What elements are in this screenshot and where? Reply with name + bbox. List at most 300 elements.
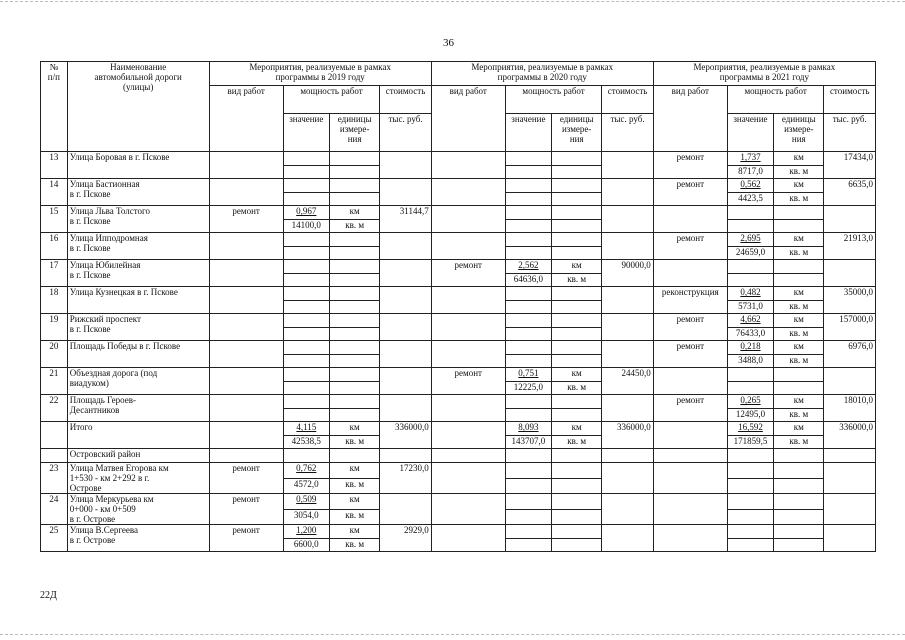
area-unit-cell: [329, 409, 379, 422]
area-value-cell: [505, 301, 551, 314]
cost-cell: [380, 395, 431, 422]
area-unit-cell: [552, 193, 602, 206]
length-value-cell: 4,662: [727, 314, 773, 328]
header-cost-2019: стоимость: [380, 86, 431, 114]
work-type-cell: [209, 368, 283, 395]
length-value-cell: [505, 494, 551, 510]
length-unit-cell: км: [774, 395, 824, 409]
work-type-cell: [653, 494, 727, 525]
road-name: Улица Матвея Егорова км 1+530 - км 2+292 в г. Острове: [67, 463, 209, 494]
length-value-cell: 1,737: [727, 152, 773, 166]
area-value-cell: [283, 274, 329, 287]
area-value-cell: [505, 193, 551, 206]
length-value-cell: 1,200: [283, 525, 329, 539]
area-value-cell: [283, 409, 329, 422]
cost-cell: [602, 179, 653, 206]
length-value-cell: [505, 463, 551, 479]
table-row: [41, 525, 876, 539]
table-row: [41, 422, 876, 436]
area-unit-cell: кв. м: [774, 166, 824, 179]
length-value-cell: 0,509: [283, 494, 329, 510]
work-type-cell: [431, 341, 505, 368]
area-value-cell: 14100,0: [283, 220, 329, 233]
cost-cell: 6976,0: [824, 341, 876, 368]
cost-cell: [824, 260, 876, 287]
area-value-cell: 42538,5: [283, 436, 329, 449]
road-name: Итого: [67, 422, 209, 449]
cost-cell: [602, 233, 653, 260]
work-type-cell: ремонт: [653, 152, 727, 179]
length-value-cell: [283, 314, 329, 328]
area-unit-cell: кв. м: [774, 409, 824, 422]
row-num: 19: [41, 314, 68, 341]
table-row: [41, 152, 876, 166]
road-name: Улица Боровая в г. Пскове: [67, 152, 209, 179]
area-value-cell: [283, 382, 329, 395]
area-value-cell: [283, 328, 329, 341]
page-number: 36: [443, 37, 454, 49]
header-value-2021: значение: [727, 114, 773, 152]
area-value-cell: 76433,0: [727, 328, 773, 341]
length-unit-cell: км: [774, 341, 824, 355]
length-value-cell: [283, 152, 329, 166]
work-type-cell: [653, 525, 727, 552]
cost-cell: [602, 314, 653, 341]
cost-cell: [824, 525, 876, 552]
work-type-cell: [431, 422, 505, 449]
area-unit-cell: [774, 510, 824, 525]
length-unit-cell: км: [774, 314, 824, 328]
length-value-cell: [727, 525, 773, 539]
length-unit-cell: км: [774, 179, 824, 193]
area-value-cell: 64636,0: [505, 274, 551, 287]
header-num: № п/п: [41, 62, 68, 152]
length-value-cell: 0,562: [727, 179, 773, 193]
area-value-cell: [727, 220, 773, 233]
length-value-cell: [727, 206, 773, 220]
area-unit-cell: [774, 479, 824, 494]
length-value-cell: [283, 395, 329, 409]
area-unit-cell: [552, 409, 602, 422]
road-name: Улица Меркурьева км 0+000 - км 0+509 в г. Острове: [67, 494, 209, 525]
work-type-cell: реконструкция: [653, 287, 727, 314]
cost-cell: 21913,0: [824, 233, 876, 260]
area-value-cell: 4423,5: [727, 193, 773, 206]
cost-cell: 18010,0: [824, 395, 876, 422]
length-unit-cell: км: [774, 287, 824, 301]
area-value-cell: [505, 510, 551, 525]
work-type-cell: ремонт: [653, 341, 727, 368]
cost-cell: 35000,0: [824, 287, 876, 314]
row-num: 14: [41, 179, 68, 206]
length-unit-cell: [329, 368, 379, 382]
length-unit-cell: км: [552, 422, 602, 436]
header-road-name: Наименование автомобильной дороги (улицы): [67, 62, 209, 152]
length-value-cell: 0,967: [283, 206, 329, 220]
work-type-cell: ремонт: [653, 179, 727, 206]
work-type-cell: [209, 422, 283, 449]
row-num: 22: [41, 395, 68, 422]
cost-cell: 6635,0: [824, 179, 876, 206]
cost-cell: [824, 206, 876, 233]
work-type-cell: [431, 525, 505, 552]
length-value-cell: [727, 463, 773, 479]
cost-cell: [602, 341, 653, 368]
area-unit-cell: кв. м: [774, 247, 824, 260]
work-type-cell: ремонт: [209, 494, 283, 525]
area-unit-cell: [552, 328, 602, 341]
cost-cell: [380, 152, 431, 179]
length-unit-cell: [329, 233, 379, 247]
length-unit-cell: [552, 206, 602, 220]
length-value-cell: [727, 494, 773, 510]
work-type-cell: [653, 463, 727, 494]
area-unit-cell: кв. м: [552, 436, 602, 449]
work-type-cell: [431, 152, 505, 179]
length-value-cell: 4,115: [283, 422, 329, 436]
road-name: Улица Кузнецкая в г. Пскове: [67, 287, 209, 314]
table-row: [41, 463, 876, 479]
cost-cell: 24450,0: [602, 368, 653, 395]
area-value-cell: [727, 510, 773, 525]
length-value-cell: [283, 341, 329, 355]
area-value-cell: 5731,0: [727, 301, 773, 314]
cost-cell: [602, 494, 653, 525]
length-value-cell: [283, 287, 329, 301]
row-num: 24: [41, 494, 68, 525]
length-value-cell: 8,093: [505, 422, 551, 436]
cost-cell: 31144,7: [380, 206, 431, 233]
area-value-cell: [283, 301, 329, 314]
length-unit-cell: км: [329, 422, 379, 436]
cost-cell: [824, 494, 876, 525]
cost-cell: 2929,0: [380, 525, 431, 552]
length-value-cell: [505, 314, 551, 328]
cost-cell: [602, 206, 653, 233]
cost-cell: 90000,0: [602, 260, 653, 287]
length-unit-cell: км: [329, 463, 379, 479]
area-value-cell: [727, 382, 773, 395]
cost-cell: [380, 368, 431, 395]
header-2019: Мероприятия, реализуемые в рамках программы в 2019 году: [209, 62, 431, 86]
row-num: [41, 422, 68, 449]
work-type-cell: [653, 206, 727, 233]
work-type-cell: [653, 422, 727, 449]
length-unit-cell: [774, 494, 824, 510]
length-unit-cell: км: [329, 525, 379, 539]
area-unit-cell: [552, 539, 602, 552]
table-row: [41, 368, 876, 382]
work-type-cell: ремонт: [209, 525, 283, 552]
work-type-cell: [431, 494, 505, 525]
scan-top-edge: [0, 1, 905, 2]
length-unit-cell: [552, 463, 602, 479]
area-unit-cell: [552, 510, 602, 525]
area-value-cell: 12495,0: [727, 409, 773, 422]
cost-cell: [824, 463, 876, 494]
table-row: [41, 260, 876, 274]
length-value-cell: [283, 179, 329, 193]
length-unit-cell: км: [552, 368, 602, 382]
header-capacity-2021: мощность работ: [727, 86, 824, 114]
area-value-cell: [727, 274, 773, 287]
cost-cell: [602, 463, 653, 494]
area-value-cell: [505, 247, 551, 260]
length-value-cell: 2,695: [727, 233, 773, 247]
length-value-cell: 0,265: [727, 395, 773, 409]
header-work-type-2021: вид работ: [653, 86, 727, 152]
length-value-cell: 2,562: [505, 260, 551, 274]
length-unit-cell: [329, 260, 379, 274]
road-name: Площадь Победы в г. Пскове: [67, 341, 209, 368]
cost-cell: [380, 494, 431, 525]
work-type-cell: ремонт: [209, 206, 283, 233]
area-value-cell: [283, 166, 329, 179]
length-value-cell: [505, 395, 551, 409]
length-unit-cell: км: [552, 260, 602, 274]
header-work-type-2020: вид работ: [431, 86, 505, 152]
area-unit-cell: кв. м: [329, 539, 379, 552]
area-value-cell: [505, 479, 551, 494]
length-unit-cell: [552, 494, 602, 510]
cost-cell: 157000,0: [824, 314, 876, 341]
area-value-cell: [505, 539, 551, 552]
length-unit-cell: [552, 314, 602, 328]
area-unit-cell: кв. м: [552, 382, 602, 395]
table-row: [41, 341, 876, 355]
row-num: 16: [41, 233, 68, 260]
header-units-2020: единицы измере- ния: [552, 114, 602, 152]
area-unit-cell: кв. м: [552, 274, 602, 287]
table-row: [41, 287, 876, 301]
area-unit-cell: кв. м: [774, 355, 824, 368]
length-value-cell: [283, 233, 329, 247]
area-value-cell: [505, 220, 551, 233]
area-unit-cell: кв. м: [774, 301, 824, 314]
area-unit-cell: кв. м: [329, 510, 379, 525]
work-type-cell: [431, 233, 505, 260]
length-value-cell: [283, 368, 329, 382]
area-unit-cell: кв. м: [774, 193, 824, 206]
length-value-cell: [505, 341, 551, 355]
area-value-cell: 3488,0: [727, 355, 773, 368]
header-2020: Мероприятия, реализуемые в рамках программы в 2020 году: [431, 62, 653, 86]
area-value-cell: 12225,0: [505, 382, 551, 395]
area-unit-cell: [329, 355, 379, 368]
length-unit-cell: км: [774, 422, 824, 436]
length-value-cell: [505, 287, 551, 301]
length-unit-cell: [329, 341, 379, 355]
work-type-cell: [431, 395, 505, 422]
area-value-cell: 6600,0: [283, 539, 329, 552]
area-value-cell: 143707,0: [505, 436, 551, 449]
road-name: Улица В.Сергеева в г. Острове: [67, 525, 209, 552]
road-name: Объездная дорога (под виадуком): [67, 368, 209, 395]
area-unit-cell: [552, 247, 602, 260]
work-type-cell: ремонт: [209, 463, 283, 494]
area-unit-cell: [329, 193, 379, 206]
length-unit-cell: [774, 463, 824, 479]
length-unit-cell: [552, 233, 602, 247]
area-unit-cell: [329, 166, 379, 179]
header-cost-units-2021: тыс. руб.: [824, 114, 876, 152]
length-value-cell: [505, 206, 551, 220]
length-unit-cell: км: [329, 206, 379, 220]
cost-cell: 336000,0: [824, 422, 876, 449]
area-unit-cell: [552, 301, 602, 314]
length-value-cell: [505, 525, 551, 539]
table-row: [41, 314, 876, 328]
length-unit-cell: [774, 368, 824, 382]
row-num: 20: [41, 341, 68, 368]
header-value-2020: значение: [505, 114, 551, 152]
cost-cell: [602, 395, 653, 422]
cost-cell: [602, 287, 653, 314]
area-unit-cell: кв. м: [774, 328, 824, 341]
length-unit-cell: [329, 179, 379, 193]
cost-cell: [380, 341, 431, 368]
area-value-cell: [505, 355, 551, 368]
length-value-cell: [505, 233, 551, 247]
header-units-2019: единицы измере- ния: [329, 114, 379, 152]
length-unit-cell: [329, 395, 379, 409]
length-unit-cell: [552, 179, 602, 193]
area-value-cell: [505, 328, 551, 341]
table-row: [41, 395, 876, 409]
area-unit-cell: кв. м: [329, 479, 379, 494]
table-row: [41, 494, 876, 510]
work-type-cell: [209, 341, 283, 368]
work-type-cell: ремонт: [653, 233, 727, 260]
header-value-2019: значение: [283, 114, 329, 152]
work-type-cell: [209, 233, 283, 260]
road-name: Рижский проспект в г. Пскове: [67, 314, 209, 341]
area-unit-cell: кв. м: [774, 436, 824, 449]
area-value-cell: [283, 247, 329, 260]
length-value-cell: [727, 260, 773, 274]
cost-cell: 336000,0: [602, 422, 653, 449]
footer-code: 22Д: [40, 590, 57, 601]
row-num: 25: [41, 525, 68, 552]
area-unit-cell: кв. м: [329, 436, 379, 449]
area-value-cell: 8717,0: [727, 166, 773, 179]
length-value-cell: [505, 152, 551, 166]
table-row: [41, 233, 876, 247]
area-unit-cell: [774, 382, 824, 395]
area-value-cell: [283, 355, 329, 368]
area-unit-cell: [552, 479, 602, 494]
work-type-cell: [209, 395, 283, 422]
work-type-cell: [431, 314, 505, 341]
header-units-2021: единицы измере- ния: [774, 114, 824, 152]
length-unit-cell: [329, 287, 379, 301]
area-unit-cell: [329, 247, 379, 260]
work-type-cell: ремонт: [653, 314, 727, 341]
area-value-cell: 4572,0: [283, 479, 329, 494]
length-value-cell: 0,482: [727, 287, 773, 301]
scan-bottom-edge: [0, 634, 905, 635]
length-value-cell: [505, 179, 551, 193]
length-value-cell: [283, 260, 329, 274]
header-capacity-2019: мощность работ: [283, 86, 380, 114]
length-unit-cell: [774, 260, 824, 274]
cost-cell: [380, 287, 431, 314]
work-type-cell: [209, 152, 283, 179]
area-value-cell: [505, 166, 551, 179]
section-row: [41, 449, 876, 463]
length-unit-cell: [552, 341, 602, 355]
work-type-cell: [209, 260, 283, 287]
road-name: Площадь Героев- Десантников: [67, 395, 209, 422]
cost-cell: [824, 368, 876, 395]
area-value-cell: [283, 193, 329, 206]
cost-cell: 17434,0: [824, 152, 876, 179]
program-table: [40, 61, 876, 552]
road-name: Улица Ипподромная в г. Пскове: [67, 233, 209, 260]
header-2021: Мероприятия, реализуемые в рамках программы в 2021 году: [653, 62, 875, 86]
cost-cell: [380, 260, 431, 287]
area-unit-cell: [774, 220, 824, 233]
cost-cell: [380, 233, 431, 260]
area-value-cell: [505, 409, 551, 422]
length-value-cell: 0,762: [283, 463, 329, 479]
length-value-cell: 16,592: [727, 422, 773, 436]
length-unit-cell: [774, 525, 824, 539]
road-name: Улица Льва Толстого в г. Пскове: [67, 206, 209, 233]
area-unit-cell: [552, 220, 602, 233]
length-unit-cell: [552, 525, 602, 539]
area-unit-cell: кв. м: [329, 220, 379, 233]
area-unit-cell: [329, 301, 379, 314]
work-type-cell: [653, 368, 727, 395]
road-name: Улица Юбилейная в г. Пскове: [67, 260, 209, 287]
header-cost-units-2020: тыс. руб.: [602, 114, 653, 152]
area-value-cell: 3054,0: [283, 510, 329, 525]
length-unit-cell: км: [774, 233, 824, 247]
area-unit-cell: [552, 355, 602, 368]
row-num: 15: [41, 206, 68, 233]
cost-cell: [380, 314, 431, 341]
length-unit-cell: км: [329, 494, 379, 510]
header-cost-units-2019: тыс. руб.: [380, 114, 431, 152]
work-type-cell: [209, 314, 283, 341]
length-unit-cell: [552, 152, 602, 166]
row-num: 23: [41, 463, 68, 494]
header-work-type-2019: вид работ: [209, 86, 283, 152]
area-unit-cell: [774, 274, 824, 287]
work-type-cell: [209, 179, 283, 206]
table-row: [41, 179, 876, 193]
cost-cell: [380, 179, 431, 206]
length-unit-cell: [774, 206, 824, 220]
work-type-cell: [431, 463, 505, 494]
work-type-cell: [431, 206, 505, 233]
road-name: Улица Бастионная в г. Пскове: [67, 179, 209, 206]
work-type-cell: [431, 287, 505, 314]
header-cost-2021: стоимость: [824, 86, 876, 114]
work-type-cell: [209, 287, 283, 314]
cost-cell: 17230,0: [380, 463, 431, 494]
cost-cell: 336000,0: [380, 422, 431, 449]
area-value-cell: 24659,0: [727, 247, 773, 260]
area-value-cell: [727, 479, 773, 494]
area-unit-cell: [329, 328, 379, 341]
length-value-cell: 0,751: [505, 368, 551, 382]
cost-cell: [602, 152, 653, 179]
area-unit-cell: [552, 166, 602, 179]
table-row: [41, 206, 876, 220]
work-type-cell: ремонт: [431, 368, 505, 395]
